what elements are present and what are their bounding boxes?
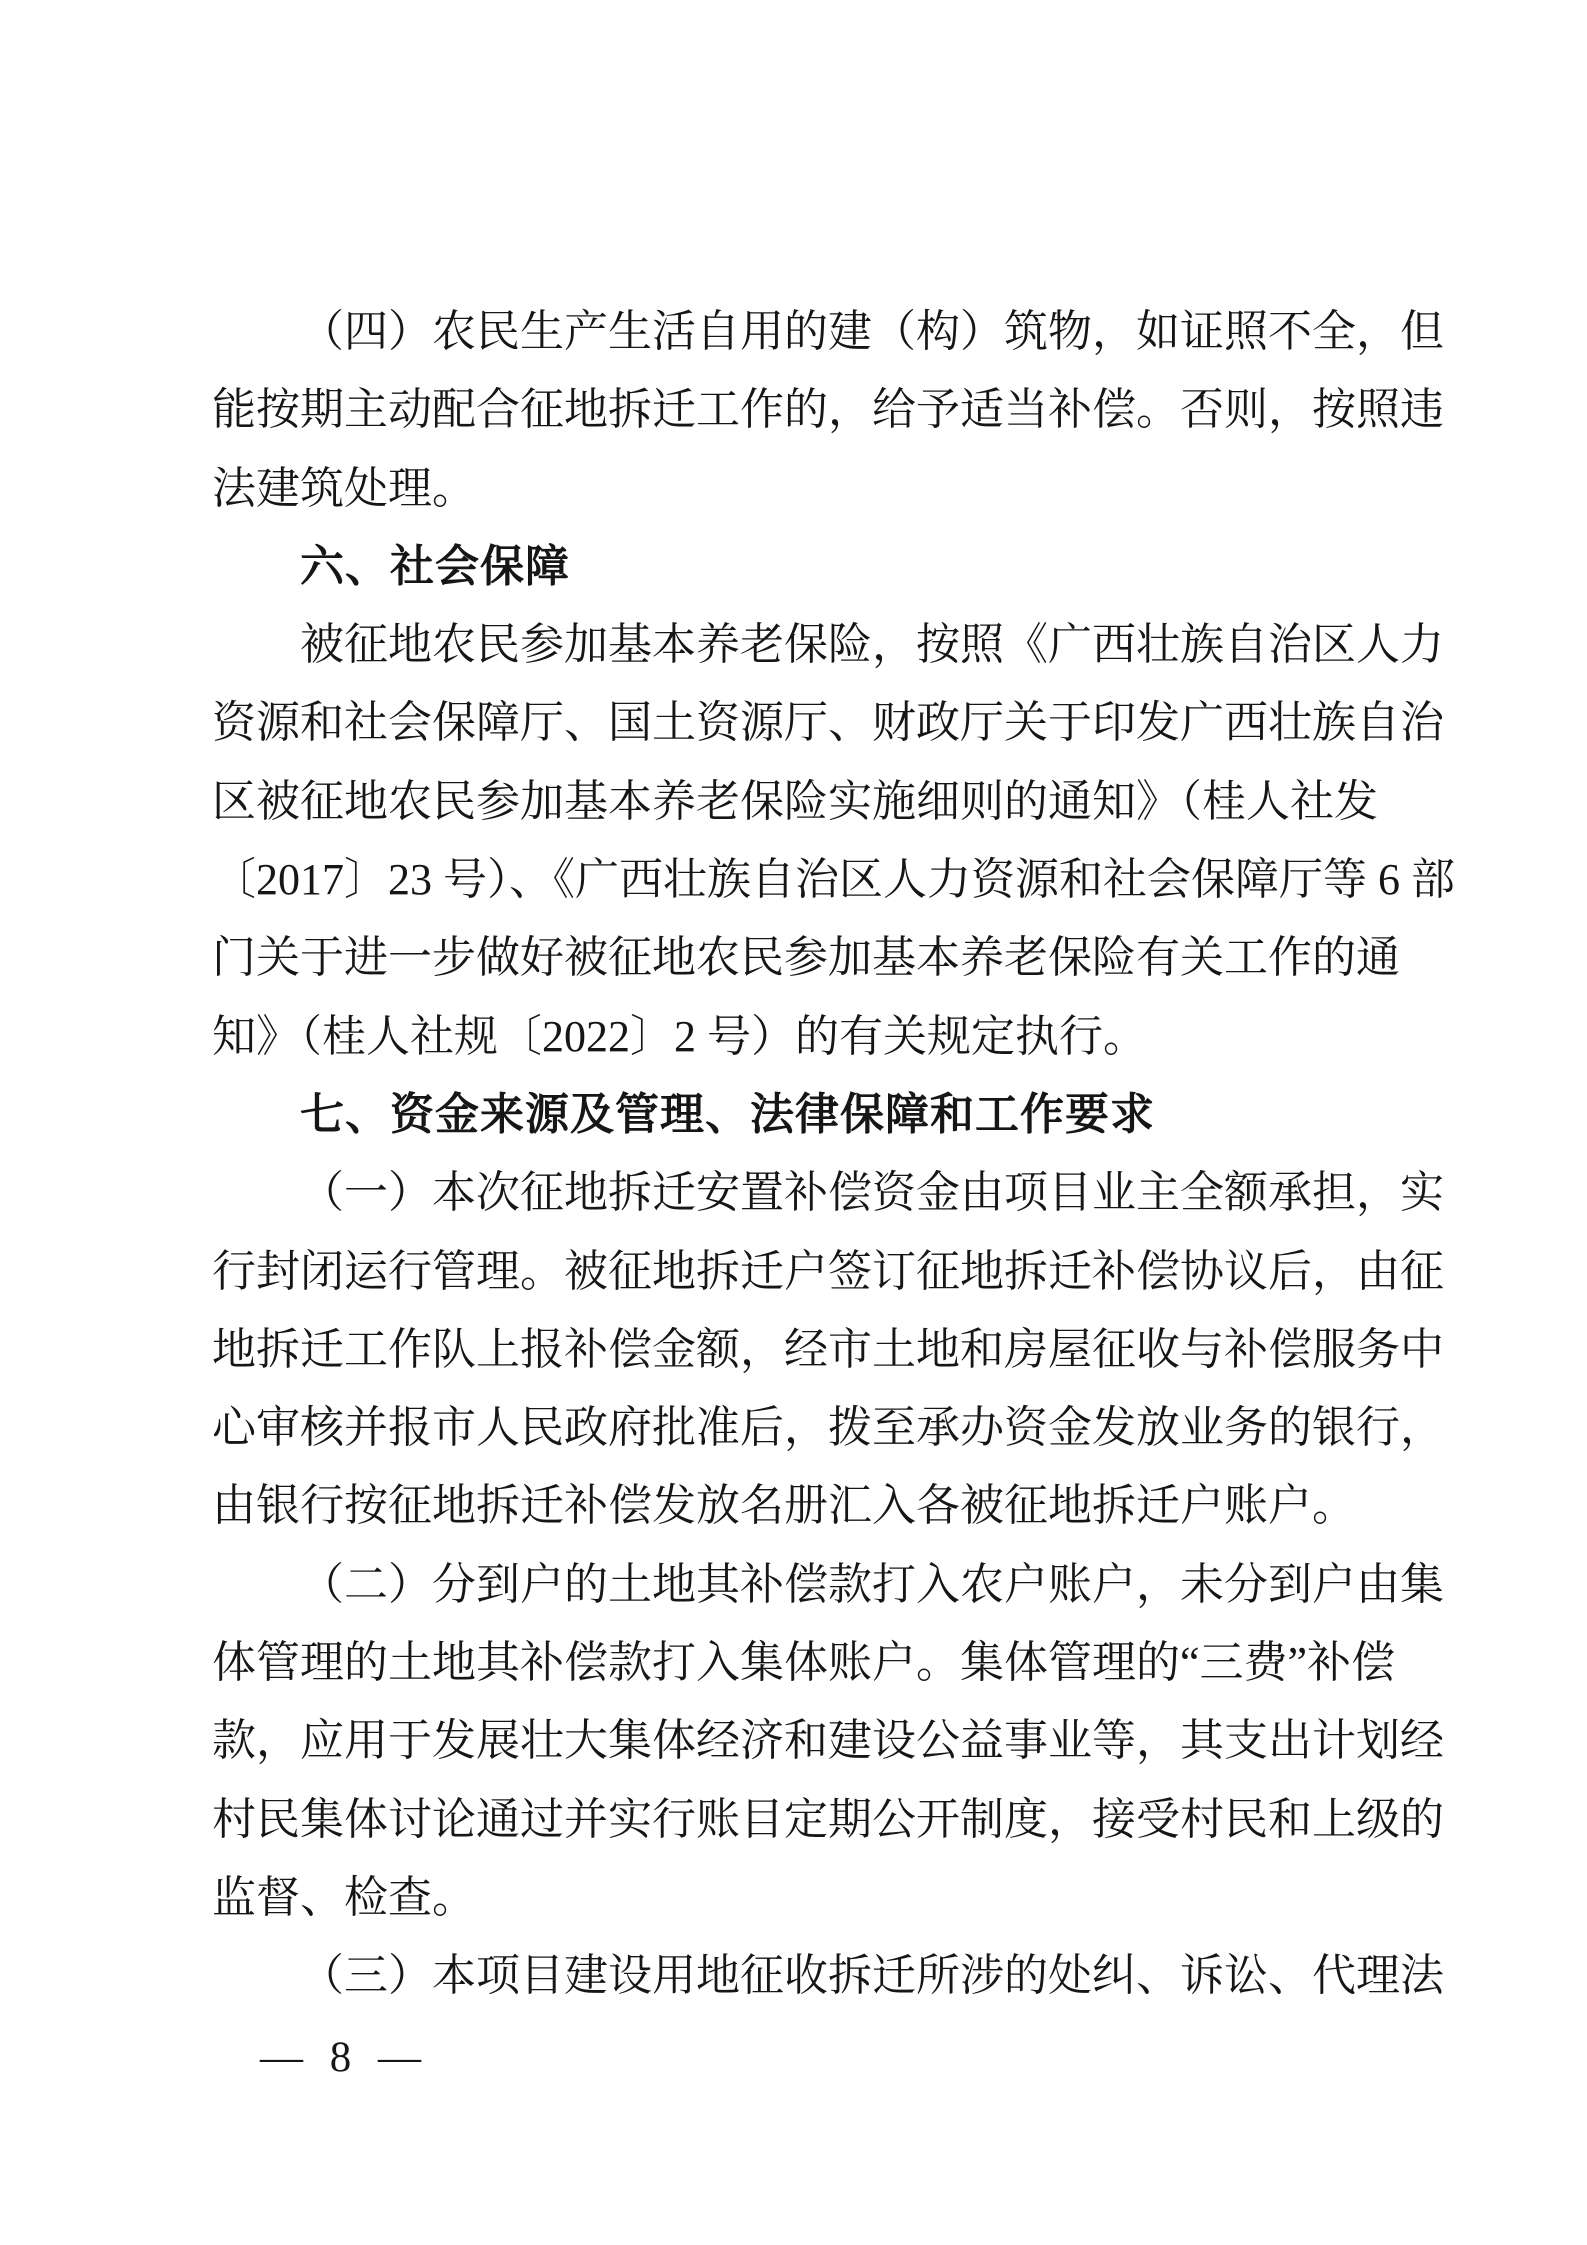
document-body — [212, 293, 1455, 2016]
text-line: （三）本项目建设用地征收拆迁所涉的处纠、诉讼、代理法 — [300, 1951, 1444, 2001]
text-line: 地拆迁工作队上报补偿金额，经市土地和房屋征收与补偿服务中 — [212, 1324, 1444, 1374]
text-line: 村民集体讨论通过并实行账目定期公开制度，接受村民和上级的 — [212, 1794, 1444, 1844]
text-line: 体管理的土地其补偿款打入集体账户。集体管理的“三费”补偿 — [212, 1638, 1396, 1688]
text-line: 行封闭运行管理。被征地拆迁户签订征地拆迁补偿协议后，由征 — [212, 1246, 1444, 1296]
text-line: 心审核并报市人民政府批准后，拨至承办资金发放业务的银行， — [212, 1403, 1444, 1453]
text-line: 由银行按征地拆迁补偿发放名册汇入各被征地拆迁户账户。 — [212, 1481, 1356, 1531]
text-line: （一）本次征地拆迁安置补偿资金由项目业主全额承担，实 — [300, 1168, 1444, 1218]
text-line: （二）分到户的土地其补偿款打入农户账户，未分到户由集 — [300, 1559, 1444, 1609]
text-line: 区被征地农民参加基本养老保险实施细则的通知》（桂人社发 — [212, 776, 1378, 826]
text-line: 监督、检查。 — [212, 1872, 476, 1922]
text-line: 知》（桂人社规〔2022〕2 号）的有关规定执行。 — [212, 1011, 1147, 1061]
page-number: — 8 — — [260, 2034, 421, 2081]
section-heading: 六、社会保障 — [300, 541, 570, 591]
text-line: 资源和社会保障厅、国土资源厅、财政厅关于印发广西壮族自治 — [212, 698, 1444, 748]
section-heading: 七、资金来源及管理、法律保障和工作要求 — [300, 1089, 1155, 1139]
text-line: 〔2017〕23 号）、《广西壮族自治区人力资源和社会保障厅等 6 部 — [212, 855, 1455, 905]
text-line: 被征地农民参加基本养老保险，按照《广西壮族自治区人力 — [300, 620, 1444, 670]
text-line: 法建筑处理。 — [212, 463, 476, 513]
text-line: 门关于进一步做好被征地农民参加基本养老保险有关工作的通 — [212, 933, 1400, 983]
text-line: （四）农民生产生活自用的建（构）筑物，如证照不全，但 — [300, 307, 1444, 356]
text-line: 款，应用于发展壮大集体经济和建设公益事业等，其支出计划经 — [212, 1716, 1444, 1766]
text-line: 能按期主动配合征地拆迁工作的，给予适当补偿。否则，按照违 — [212, 385, 1444, 435]
